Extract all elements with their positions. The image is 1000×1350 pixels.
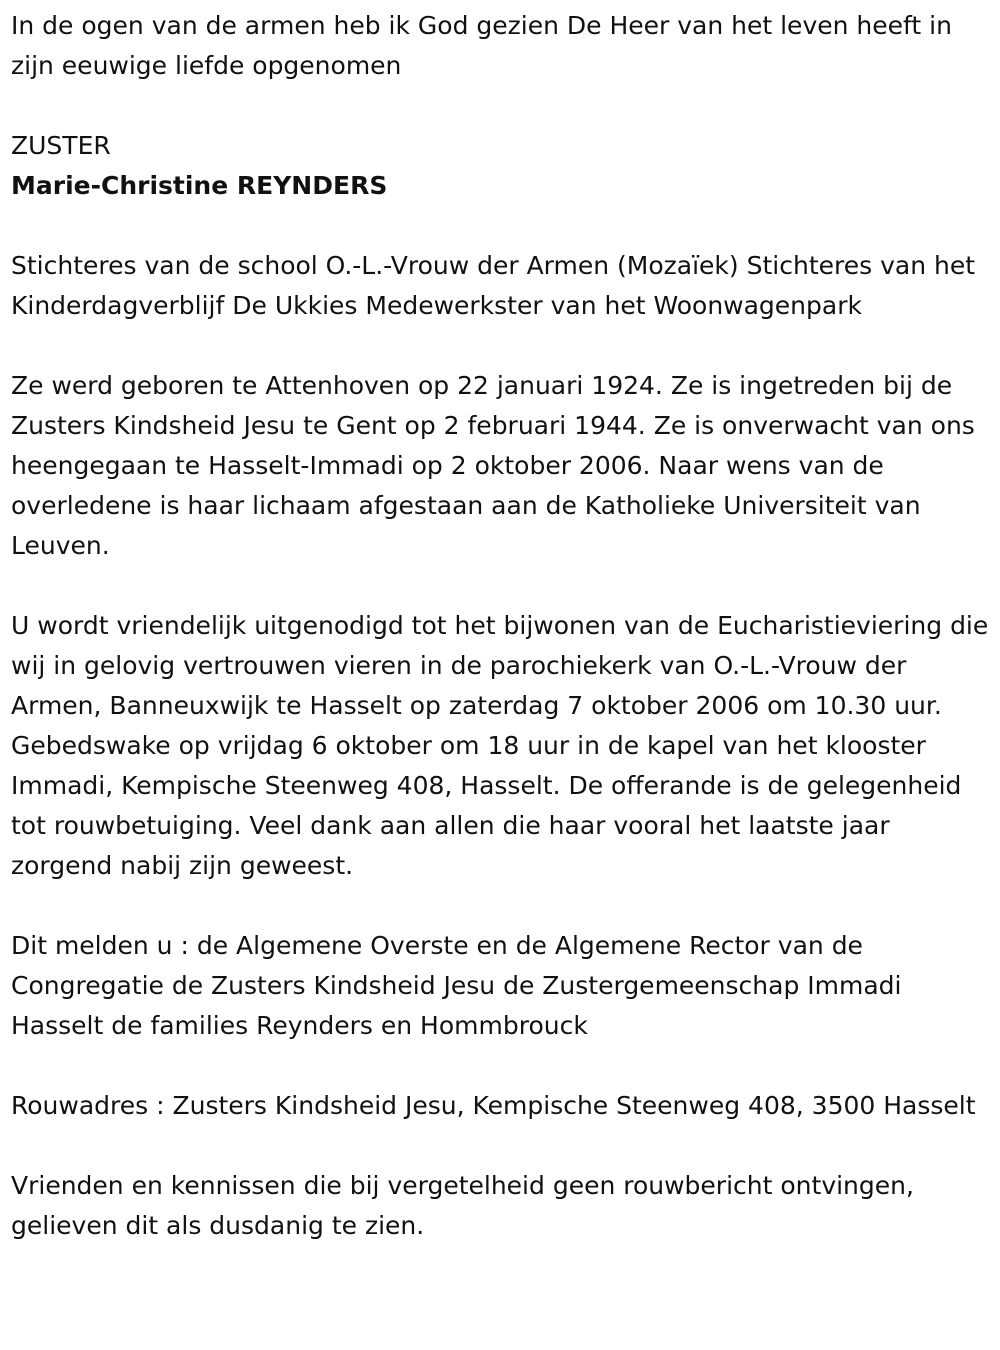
deceased-name: Marie-Christine REYNDERS <box>11 171 388 200</box>
invitation-paragraph: U wordt vriendelijk uitgenodigd tot het bijwonen van de Eucharistieviering die wij in gelovig vertrouwen vieren in de parochiekerk van O.-L.-Vrouw der Armen, Banneuxwijk te Hasselt op zaterdag 7 oktober 2006 om 10.30 uur. Gebedswake op vrijdag 6 oktober om 18 uur in de kapel van het klooster Immadi, Kempische Steenweg 408, Hasselt. De offerande is de gelegenheid tot rouwbetuiging. Veel dank aan allen die haar vooral het laatste jaar zorgend nabij zijn geweest. <box>11 611 989 880</box>
intro-verse: In de ogen van de armen heb ik God gezien De Heer van het leven heeft in zijn eeuwige liefde opgenomen <box>11 11 952 80</box>
mourning-address: Rouwadres : Zusters Kindsheid Jesu, Kempische Steenweg 408, 3500 Hasselt <box>11 1091 976 1120</box>
closing-paragraph: Vrienden en kennissen die bij vergetelheid geen rouwbericht ontvingen, gelieven dit als dusdanig te zien. <box>11 1171 914 1240</box>
biography-paragraph: Ze werd geboren te Attenhoven op 22 januari 1924. Ze is ingetreden bij de Zusters Kindsheid Jesu te Gent op 2 februari 1944. Ze is onverwacht van ons heengegaan te Hasselt-Immadi op 2 oktober 2006. Naar wens van de overledene is haar lichaam afgestaan aan de Katholieke Universiteit van Leuven. <box>11 371 975 560</box>
announcers-paragraph: Dit melden u : de Algemene Overste en de Algemene Rector van de Congregatie de Zusters Kindsheid Jesu de Zustergemeenschap Immadi Hasselt de families Reynders en Hommbrouck <box>11 931 902 1040</box>
deceased-heading <box>11 126 990 206</box>
roles-paragraph: Stichteres van de school O.-L.-Vrouw der Armen (Mozaïek) Stichteres van het Kinderdagverblijf De Ukkies Medewerkster van het Woonwagenpark <box>11 251 976 320</box>
deceased-title: ZUSTER <box>11 131 111 160</box>
